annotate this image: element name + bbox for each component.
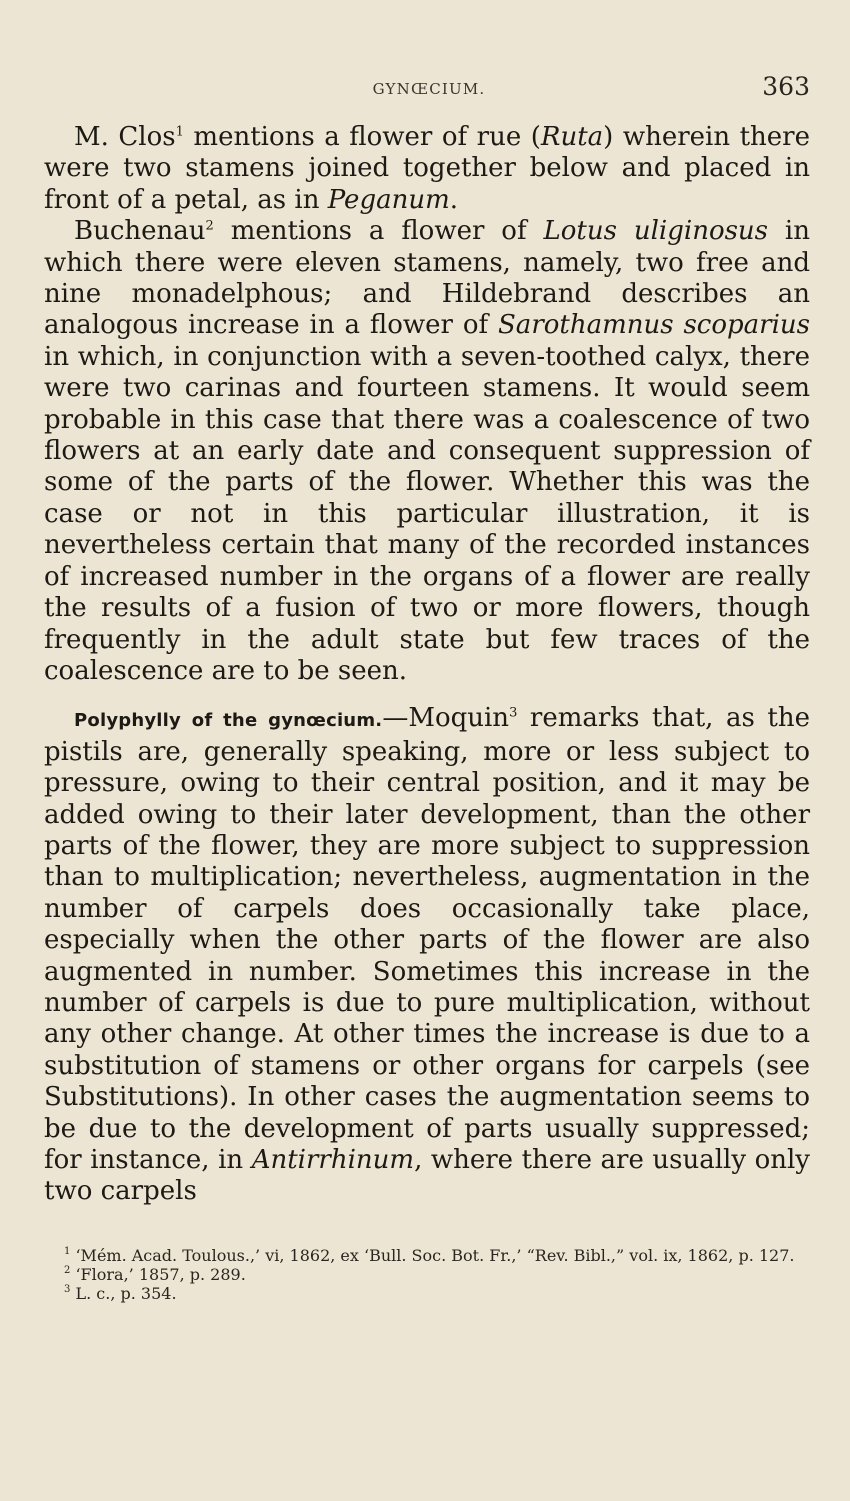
footnote-3: $^3$ L. c., p. 354. xyxy=(64,1283,177,1303)
page-header xyxy=(44,72,814,112)
footnote-text: L. c., p. 354. xyxy=(75,1283,177,1303)
italic-species: Lotus uliginosus xyxy=(543,216,769,247)
text-span: mentions a flower of rue ( xyxy=(183,122,541,152)
text-span: remarks that, as the pistils are, generally speaking, more or less subject to pressure, owing to their central position, and it may be added owing to their later development, than the other parts of the flower, they are more subject to suppression than to multiplication; nevertheless, augmentation in the number of carpels does occasionally take place, especially when the other parts of the flower are also augmented in number. Sometimes this increase in the number of carpels is due to pure multiplication, without any other change. At other times the increase is due to a substitution of stamens or other organs for carpels (see Substitutions). In other cases the augmentation seems to be due to the development of parts usually suppressed; for instance, in xyxy=(44,703,810,1175)
page-number: 363 xyxy=(762,72,810,101)
paragraph-2 xyxy=(44,216,810,687)
text-span: ) wherein there were two stamens joined together below and placed in front of a petal, as in xyxy=(44,122,810,215)
italic-genus: Ruta xyxy=(540,122,604,152)
text-span: Buchenau xyxy=(74,216,206,247)
text-span: mentions a flower of xyxy=(213,216,544,247)
text-span: —Moquin xyxy=(382,703,510,734)
italic-genus: Peganum xyxy=(327,184,450,215)
text-span: , where there are usually only two carpels xyxy=(44,1145,810,1207)
running-head: GYNŒCIUM. xyxy=(372,80,486,98)
text-span: . xyxy=(449,184,459,215)
paragraph-1 xyxy=(44,122,810,216)
footnote-reference: 2 xyxy=(205,218,214,234)
footnote-text: ‘Flora,’ 1857, p. 289. xyxy=(75,1264,246,1284)
text-span: M. Clos xyxy=(74,122,176,152)
footnotes xyxy=(44,1246,810,1303)
section-run-in-heading: Polyphylly of the gynœcium. xyxy=(74,710,383,732)
text-span: in which there were eleven stamens, namely, two free and nine monadelphous; and Hildebrand describes an analogous increase in a flower of xyxy=(44,216,810,341)
text-span: in which, in conjunction with a seven-toothed calyx, there were two carinas and fourteen stamens. It would seem probable in this case that there was a coalescence of two flowers at an early date and consequent suppression of some of the parts of the flower. Whether this was the case or not in this particular illustration, it is nevertheless certain that many of the recorded instances of increased number in the organs of a flower are really the results of a fusion of two or more flowers, though frequently in the adult state but few traces of the coalescence are to be seen. xyxy=(44,341,810,686)
footnote-text: ‘Mém. Acad. Toulous.,’ vi, 1862, ex ‘Bull. Soc. Bot. Fr.,’ “Rev. Bibl.,” vol. ix, 1862, p. 127. xyxy=(75,1245,795,1265)
main-text xyxy=(44,122,810,1208)
italic-species: Sarothamnus scoparius xyxy=(498,310,810,341)
footnote-reference: 1 xyxy=(175,124,184,140)
italic-genus: Antirrhinum xyxy=(251,1145,415,1175)
footnote-reference: 3 xyxy=(509,705,518,721)
footnote-1: $^1$ ‘Mém. Acad. Toulous.,’ vi, 1862, ex ‘Bull. Soc. Bot. Fr.,’ “Rev. Bibl.,” vol. ix, 1862, p. 127. xyxy=(64,1245,795,1265)
footnote-2: $^2$ ‘Flora,’ 1857, p. 289. xyxy=(64,1264,246,1284)
paragraph-3 xyxy=(44,703,810,1208)
